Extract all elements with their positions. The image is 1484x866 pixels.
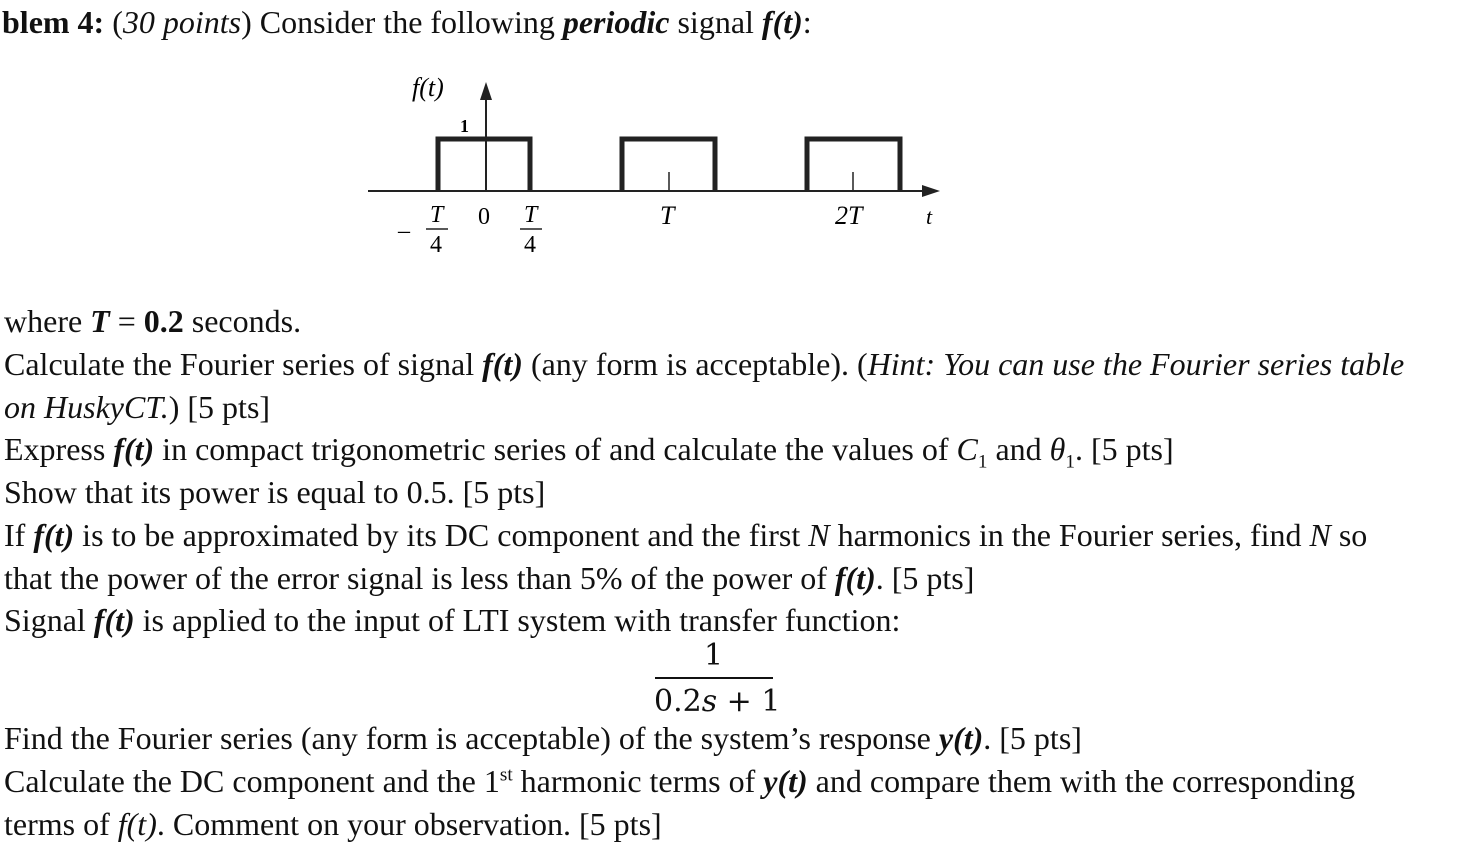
heading-text: Consider the following (251, 4, 563, 40)
l5-N: N (808, 517, 830, 553)
pulse-1 (438, 139, 530, 191)
tick-label-pos-4: 4 (524, 232, 536, 258)
l3-C-sub: 1 (977, 451, 988, 473)
l3-theta: θ (1049, 431, 1066, 467)
l5-text-d: so (1330, 517, 1368, 553)
tick-label-T: T (660, 201, 675, 230)
tick-label-minus: – (398, 218, 410, 244)
l3-text-a: Express (4, 431, 114, 467)
l1-text-a: Calculate the Fourier series of signal (4, 346, 483, 382)
amplitude-label: 1 (460, 116, 469, 136)
task-1-line-2 (4, 391, 270, 423)
l4-text: Show that its power is equal to 0.5. [5 pts] (4, 474, 546, 510)
y-axis-label: f(t) (412, 73, 444, 102)
l6-text-a: that the power of the error signal is less than 5% of the power of (4, 560, 835, 596)
l7-text-b: is applied to the input of LTI system with transfer function: (134, 602, 901, 638)
task-3-line (4, 476, 545, 508)
heading-text2: signal (669, 4, 762, 40)
l6-signal: f(t) (834, 560, 876, 596)
tf-denominator-s: s (701, 684, 718, 719)
tick-label-neg-T: T (430, 202, 444, 228)
l3-text-b: in compact trigonometric series of and calculate the values of (154, 431, 957, 467)
task-5-line (4, 604, 900, 636)
signal-figure (360, 66, 960, 266)
l5-N2: N (1309, 517, 1331, 553)
heading-points-open: ( (112, 4, 123, 40)
l3-C: C (956, 431, 978, 467)
tf-fraction-bar (655, 677, 773, 679)
l10-signal: f(t) (117, 806, 157, 842)
where-eq: = (109, 303, 144, 339)
where-value: 0.2 (143, 303, 184, 339)
l1-hint: Hint: You can use the Fourier series table (867, 346, 1405, 382)
l5-text-b: is to be approximated by its DC component and the first (74, 517, 809, 553)
heading-label: blem 4: (2, 4, 105, 40)
tf-denominator (654, 684, 780, 719)
l3-text-c: . [5 pts] (1074, 431, 1174, 467)
l1-signal: f(t) (482, 346, 523, 382)
l9-text-a: Calculate the DC component and the 1 (4, 763, 500, 799)
x-axis-label: t (926, 204, 933, 229)
l1-text-b: (any form is acceptable). ( (522, 346, 868, 382)
l6-text-b: . [5 pts] (875, 560, 975, 596)
l9-text-b: harmonic terms of (512, 763, 764, 799)
l10-text-a: terms of (4, 806, 118, 842)
l8-response: y(t) (938, 720, 984, 756)
task-1-line-1 (4, 348, 1404, 380)
l9-sup: st (499, 764, 513, 786)
heading-points-close: ) (241, 4, 252, 40)
task-4-line-1 (4, 519, 1367, 551)
where-T: T (90, 303, 110, 339)
heading-emph: periodic (562, 4, 670, 40)
tf-denominator-b: + 1 (717, 684, 781, 719)
where-line (4, 305, 301, 337)
y-axis-arrow-icon (480, 82, 492, 100)
l5-text-a: If (4, 517, 34, 553)
l2-hint: on HuskyCT. (4, 389, 169, 425)
l3-and: and (987, 431, 1050, 467)
tf-numerator: 1 (704, 638, 724, 673)
heading-colon: : (802, 4, 812, 40)
l2-text: ) [5 pts] (168, 389, 271, 425)
tick-label-2T: 2T (835, 201, 863, 230)
problem-heading (2, 6, 812, 38)
l9-response: y(t) (763, 763, 808, 799)
l5-text-c: harmonics in the Fourier series, find (829, 517, 1310, 553)
heading-points: 30 points (122, 4, 242, 40)
l8-text-b: . [5 pts] (983, 720, 1082, 756)
task-2-line (4, 433, 1174, 472)
l9-text-c: and compare them with the corresponding (807, 763, 1356, 799)
task-6-line (4, 722, 1082, 754)
tick-label-neg-4: 4 (430, 232, 442, 258)
task-7-line-1 (4, 765, 1355, 797)
l5-signal: f(t) (33, 517, 75, 553)
where-pre: where (4, 303, 91, 339)
task-7-line-2 (4, 808, 662, 840)
where-post: seconds. (183, 303, 302, 339)
l8-text-a: Find the Fourier series (any form is acceptable) of the system’s response (4, 720, 939, 756)
x-axis-arrow-icon (922, 185, 940, 197)
l7-signal: f(t) (93, 602, 135, 638)
l3-theta-sub: 1 (1065, 451, 1075, 473)
l3-signal: f(t) (113, 431, 155, 467)
tick-label-zero: 0 (478, 204, 490, 230)
heading-signal: f(t) (761, 4, 803, 40)
l7-text-a: Signal (4, 602, 94, 638)
task-4-line-2 (4, 562, 974, 594)
l10-text-b: . Comment on your observation. [5 pts] (156, 806, 662, 842)
tick-label-pos-T: T (524, 202, 538, 228)
tf-denominator-a: 0.2 (654, 684, 702, 719)
